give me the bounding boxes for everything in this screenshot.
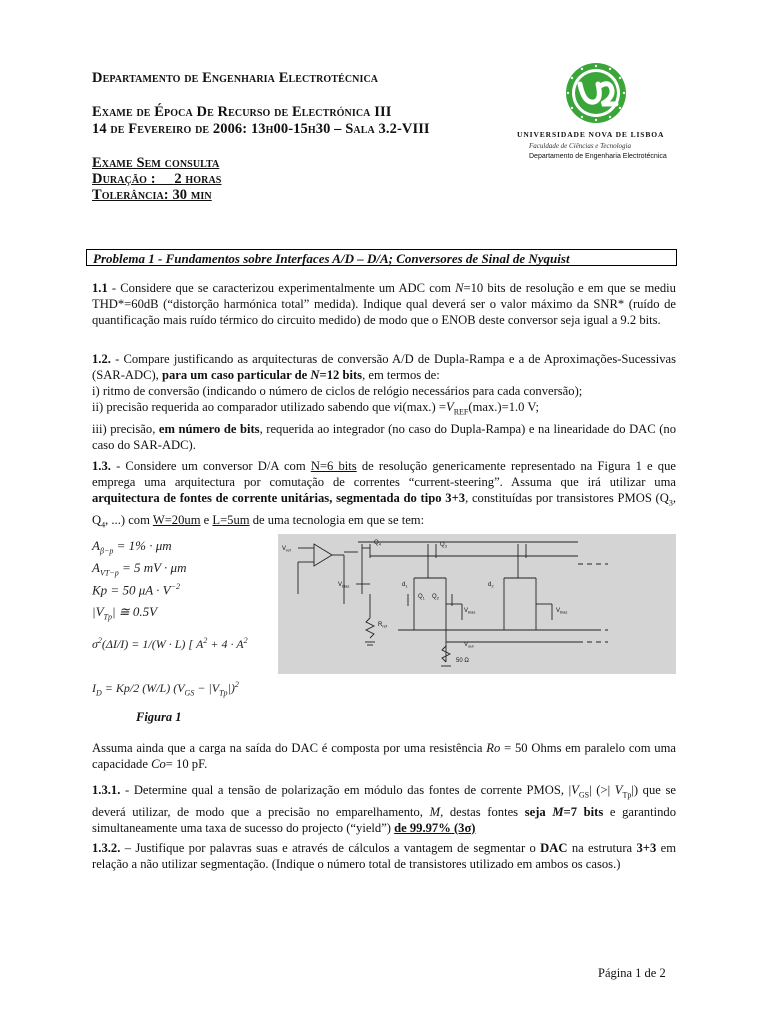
- department-name: Departamento de Engenharia Electrotécnica: [529, 153, 667, 160]
- label-q3: $Q_3$: [440, 542, 447, 549]
- co-variable: Co: [151, 757, 166, 771]
- length-value: L=5um: [212, 512, 250, 527]
- m-variable: M: [429, 804, 441, 819]
- equation-avt: $A_{VT-p} = 5$ mV · μm: [92, 560, 187, 578]
- question-text: - Considere que se caracterizou experimentalmente um ADC com: [107, 281, 456, 295]
- question-number: 1.3.2.: [92, 841, 121, 855]
- question-1-3-1: [92, 782, 676, 836]
- load-text: Assuma ainda que a carga na saída do DAC é composta por uma resistência: [92, 741, 487, 755]
- label-q1: $Q_1$: [418, 594, 425, 601]
- question-1-3: [92, 458, 676, 533]
- label-vbias-3: $V_{bias}$: [556, 608, 568, 615]
- subscript: Tp: [622, 790, 632, 800]
- exam-duration: Duração : 2 horas: [92, 171, 222, 187]
- exam-date: 14 de Fevereiro de 2006: 13h00-15h30 – Sala 3.2-VIII: [92, 121, 430, 137]
- equation-kp: Kp = 50 $\mu A \cdot V^{-2}$: [92, 582, 181, 598]
- question-text: |) que se deverá utilizar, de modo que a precisão no emparelhamento,: [92, 783, 676, 819]
- question-emphasis: DAC: [540, 841, 568, 855]
- question-emphasis: =12 bits: [319, 368, 363, 382]
- load-text: = 10 pF.: [165, 757, 208, 771]
- label-q2: $Q_2$: [432, 594, 439, 601]
- n-variable: N: [455, 281, 464, 295]
- question-text: , Q: [92, 491, 677, 527]
- question-text: - Considere um conversor D/A com: [110, 459, 311, 473]
- label-d1: $d_1$: [402, 582, 408, 589]
- exam-title: Exame de Época De Recurso de Electrónica III: [92, 104, 392, 120]
- label-50-ohm: 50 Ω: [456, 658, 469, 664]
- yield-value: de 99.97% (3σ): [394, 820, 476, 835]
- question-text: em relação a não utilizar segmentação. (Indique o número total de transistores utilizado em ambos os casos.): [92, 841, 676, 871]
- circuit-schematic-icon: [278, 534, 676, 674]
- question-1-2: [92, 351, 676, 453]
- label-vout: $V_{out}$: [464, 642, 474, 649]
- page-number: Página 1 de 2: [598, 966, 666, 980]
- label-vbias-1: $V_{bias}$: [338, 582, 350, 589]
- faculty-name: Faculdade de Ciências e Tecnologia: [529, 142, 631, 150]
- equations-block: [92, 538, 278, 718]
- equation-sigma: $\sigma^2(\Delta I/I) = 1/(W \cdot L)$ [ $A^2 + 4 \cdot A^2$: [92, 636, 248, 651]
- question-text: , em termos de:: [362, 368, 440, 382]
- question-text: de resolução genericamente representado na Figura 1 e que emprega uma arquitectura por comutação de correntes “current-steering”. Assuma que irá utilizar uma: [92, 459, 676, 489]
- item-i: i) ritmo de conversão (indicando o número de ciclos de relógio necessários para cada conversão);: [92, 384, 583, 398]
- question-1-3-2: [92, 840, 676, 872]
- vref-variable: V: [446, 400, 454, 414]
- question-number: 1.1: [92, 281, 108, 295]
- vref-subscript: REF: [453, 407, 469, 417]
- question-number: 1.3.1.: [92, 783, 121, 797]
- question-emphasis: =7 bits: [563, 804, 604, 819]
- question-number: 1.3.: [92, 459, 111, 473]
- resolution-value: N=6 bits: [310, 459, 357, 473]
- load-description: [92, 740, 676, 772]
- equation-vtp: $|V_{Tp}|$ ≅ 0.5V: [92, 604, 158, 622]
- question-text: - Compare justificando as arquitecturas de conversão A/D de Dupla-Rampa e a de Aproximações-Sucessivas (SAR-ADC),: [92, 352, 676, 382]
- item-ii-text: i(max.) =: [399, 400, 446, 414]
- figure-caption: Figura 1: [136, 710, 182, 724]
- ro-variable: Ro: [486, 741, 501, 755]
- problem-title: Problema 1 - Fundamentos sobre Interfaces A/D – D/A; Conversores de Sinal de Nyquist: [86, 249, 677, 266]
- question-1-1: [92, 280, 676, 328]
- vgs-variable: V: [571, 783, 579, 797]
- question-emphasis: 3+3: [636, 841, 657, 855]
- exam-tolerance: Tolerância: 30 min: [92, 187, 212, 203]
- subscript: 4: [101, 520, 106, 530]
- question-text: de uma tecnologia em que se tem:: [249, 512, 425, 527]
- label-rref: $R_{ref}$: [378, 622, 388, 629]
- equation-id: $I_D = Kp/2$ (W/L) $(V_{GS} - |V_{Tp}|)^2$: [92, 680, 239, 698]
- question-text: na estrutura: [567, 841, 637, 855]
- department-heading: Departamento de Engenharia Electrotécnica: [92, 70, 379, 86]
- question-text: e garantindo simultaneamente uma taxa de sucesso do projecto (“yield”): [92, 804, 676, 835]
- question-text: - Determine qual a tensão de polarização em módulo das fontes de corrente PMOS, |: [120, 783, 572, 797]
- question-number: 1.2.: [92, 352, 111, 366]
- question-emphasis: em número de bits: [158, 421, 260, 436]
- label-d2: $d_2$: [488, 582, 494, 589]
- question-text: =10 bits de resolução e em que se mediu THD*=60dB (“distorção harmónica total” medida). Indique qual deverá ser o valor máximo da SNR* (ruído de quantificação mais ruído térmico do circuito medido) de modo que o ENOB deste conversor seja igual a 9.2 bits.: [92, 281, 676, 327]
- question-emphasis: para um caso particular de: [161, 368, 311, 382]
- unl-logo-icon: [512, 62, 682, 132]
- question-text: – Justifique por palavras suas e através de cálculos a vantagem de segmentar o: [120, 841, 541, 855]
- question-text: , constituídas por transistores PMOS (Q: [465, 491, 669, 505]
- question-emphasis: seja: [524, 804, 553, 819]
- item-iii: iii) precisão,: [92, 421, 159, 436]
- label-vbias-2: $V_{bias}$: [464, 608, 476, 615]
- exam-consult: Exame Sem consulta: [92, 155, 220, 171]
- vtp-variable: V: [614, 783, 623, 797]
- equation-abeta: $A_{\beta-p} = 1\% \cdot \mu m$: [92, 538, 172, 556]
- question-text: | (>|: [589, 783, 615, 797]
- question-text: , ...) com: [105, 512, 153, 527]
- label-q4: $Q_4$: [374, 540, 381, 547]
- subscript: GS: [578, 790, 590, 800]
- item-ii-text: (max.)=1.0 V;: [468, 400, 540, 414]
- load-text: = 50 Ohms em paralelo com uma capacidade: [92, 741, 676, 771]
- question-text: e: [200, 512, 213, 527]
- subscript: 3: [668, 498, 673, 508]
- dac-circuit-figure: [278, 534, 676, 674]
- vi-variable: v: [393, 400, 400, 414]
- label-vref: $V_{ref}$: [282, 546, 291, 553]
- question-emphasis: arquitectura de fontes de corrente unitárias, segmentada do tipo 3+3: [92, 491, 466, 505]
- question-text: , destas fontes: [440, 804, 525, 819]
- n-variable: N: [310, 368, 320, 382]
- item-iii-text: , requerida ao integrador (no caso do Dupla-Rampa) e na linearidade do DAC (no caso do SAR-ADC).: [92, 421, 677, 452]
- item-ii: ii) precisão requerida ao comparador utilizado sabendo que: [92, 400, 394, 414]
- university-name: UNIVERSIDADE NOVA DE LISBOA: [517, 130, 665, 139]
- width-value: W=20um: [152, 512, 201, 527]
- m-variable: M: [552, 804, 564, 819]
